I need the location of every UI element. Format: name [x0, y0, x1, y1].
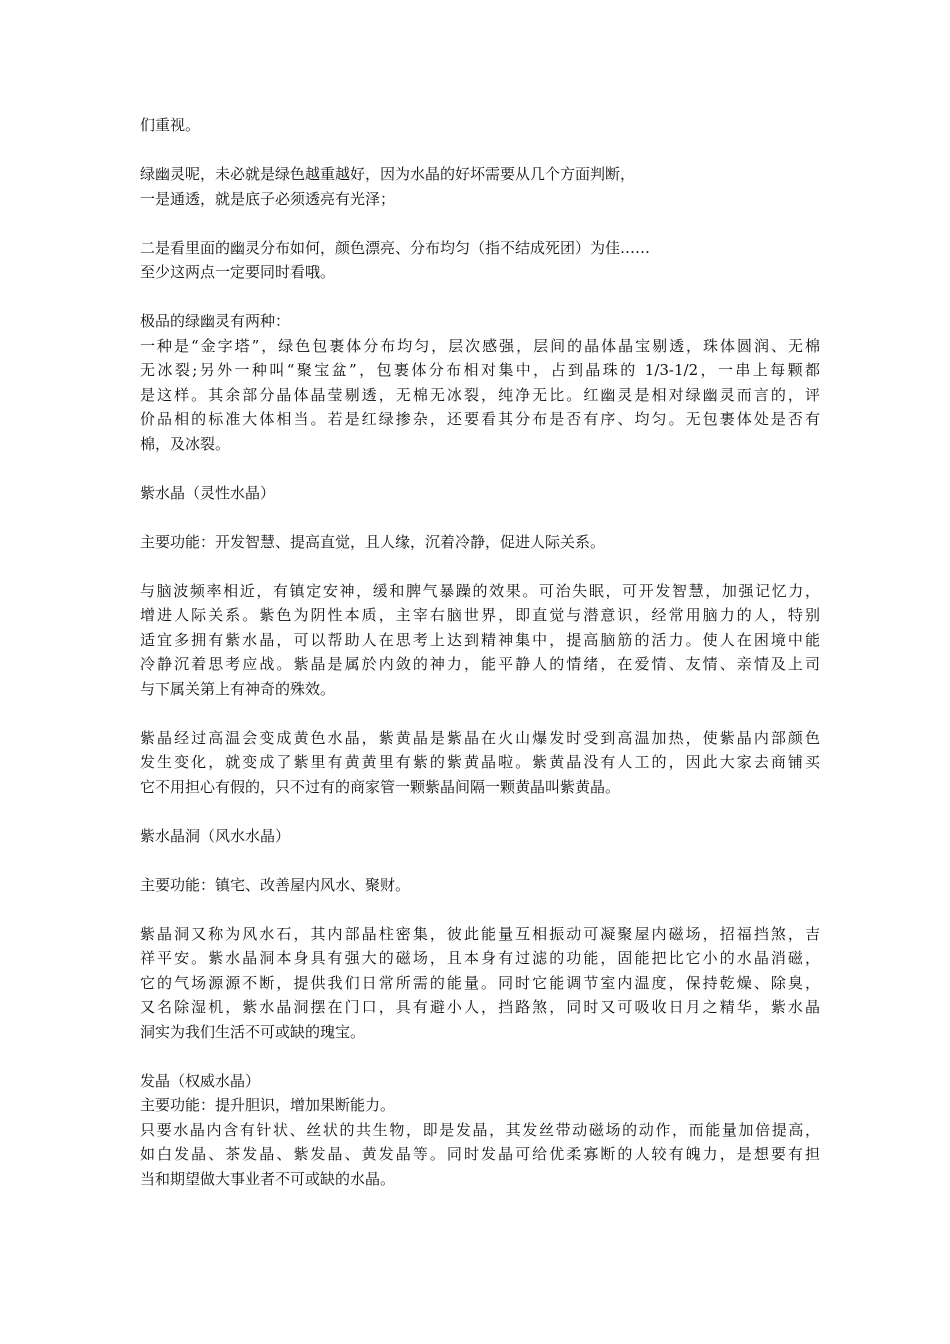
- text-line: 是这样。其余部分晶体晶莹剔透，无棉无冰裂，纯净无比。红幽灵是相对绿幽灵而言的，评: [140, 385, 820, 404]
- text-line: 紫晶洞又称为风水石，其内部晶柱密集，彼此能量互相振动可凝聚屋内磁场，招福挡煞，吉: [140, 924, 820, 943]
- text-line: 如白发晶、茶发晶、紫发晶、黄发晶等。同时发晶可给优柔寡断的人较有魄力，是想要有担: [140, 1145, 820, 1163]
- text-line: 棉，及冰裂。: [140, 434, 231, 453]
- text-line: 极品的绿幽灵有两种：: [140, 312, 291, 330]
- text-line: 与下属关第上有神奇的殊效。: [140, 679, 336, 698]
- text-line: 至少这两点一定要同时看哦。: [140, 263, 336, 281]
- text-line: 紫晶经过高温会变成黄色水晶，紫黄晶是紫晶在火山爆发时受到高温加热，使紫晶内部颜色: [140, 728, 820, 747]
- paragraph-ametrine: [140, 726, 820, 800]
- text-line: 只要水晶内含有针状、丝状的共生物，即是发晶，其发丝带动磁场的动作，而能量加倍提高，: [140, 1120, 820, 1139]
- paragraph-green-phantom-criteria: [140, 236, 820, 285]
- paragraph-geode-description: [140, 922, 820, 1045]
- heading-amethyst: [140, 481, 820, 506]
- text-line: 适宜多拥有紫水晶，可以帮助人在思考上达到精神集中，提高脑筋的活力。使人在困境中能: [140, 630, 820, 649]
- text-line: 主要功能：提升胆识，增加果断能力。: [140, 1096, 396, 1114]
- text-line: 一种是“金字塔”，绿色包裹体分布均匀，层次感强，层间的晶体晶宝剔透，珠体圆润、无棉: [140, 336, 820, 355]
- text-line: 们重视。: [140, 116, 201, 134]
- paragraph-green-phantom-intro: [140, 162, 820, 211]
- document-page: [140, 113, 820, 1191]
- text-line: 与脑波频率相近，有镇定安神，缓和脾气暴躁的效果。可治失眠，可开发智慧，加强记忆力，: [140, 581, 820, 600]
- text-line: 主要功能：镇宅、改善屋内风水、聚财。: [140, 875, 411, 894]
- paragraph-amethyst-description: [140, 579, 820, 702]
- paragraph-amethyst-function: [140, 530, 820, 555]
- text-line: 二是看里面的幽灵分布如何，颜色漂亮、分布均匀（指不结成死团）为佳……: [140, 238, 651, 257]
- heading-amethyst-geode: [140, 824, 820, 849]
- section-heading: 紫水晶（灵性水晶）: [140, 483, 276, 502]
- text-line: 价品相的标准大体相当。若是红绿掺杂，还要看其分布是否有序、均匀。无包裹体处是否有: [140, 410, 820, 428]
- text-line: 当和期望做大事业者不可或缺的水晶。: [140, 1169, 396, 1188]
- text-line: 冷静沉着思考应战。紫晶是属於内敛的神力，能平静人的情绪，在爱情、友情、亲情及上司: [140, 655, 820, 673]
- section-heading: 发晶（权威水晶）: [140, 1071, 261, 1090]
- text-line: 一是通透，就是底子必须透亮有光泽；: [140, 189, 396, 208]
- text-line: 绿幽灵呢，未必就是绿色越重越好，因为水晶的好坏需要从几个方面判断，: [140, 165, 636, 183]
- section-heading: 紫水晶洞（风水水晶）: [140, 826, 291, 845]
- paragraph-continuation: [140, 113, 820, 138]
- text-line: 又名除湿机，紫水晶洞摆在门口，具有避小人，挡路煞，同时又可吸收日月之精华，紫水晶: [140, 998, 820, 1016]
- section-rutilated-quartz: [140, 1069, 820, 1192]
- text-line: 它不用担心有假的，只不过有的商家管一颗紫晶间隔一颗黄晶叫紫黄晶。: [140, 777, 621, 796]
- text-line: 主要功能：开发智慧、提高直觉，且人缘，沉着冷静，促进人际关系。: [140, 532, 606, 551]
- text-line: 发生变化，就变成了紫里有黄黄里有紫的紫黄晶啦。紫黄晶没有人工的，因此大家去商铺买: [140, 753, 820, 771]
- paragraph-geode-function: [140, 873, 820, 898]
- text-line: 祥平安。紫水晶洞本身具有强大的磁场，且本身有过滤的功能，固能把比它小的水晶消磁，: [140, 949, 820, 967]
- text-line: 它的气场源源不断，提供我们日常所需的能量。同时它能调节室内温度，保持乾燥、除臭，: [140, 973, 820, 992]
- text-line: 洞实为我们生活不可或缺的瑰宝。: [140, 1022, 366, 1041]
- text-line: 增进人际关系。紫色为阴性本质，主宰右脑世界，即直觉与潜意识，经常用脑力的人，特别: [140, 606, 820, 624]
- text-line: 无冰裂;另外一种叫“聚宝盆”，包裹体分布相对集中，占到晶珠的 1/3-1/2，一串上每颗都: [140, 361, 820, 379]
- paragraph-top-grade-green-phantom: [140, 309, 820, 456]
